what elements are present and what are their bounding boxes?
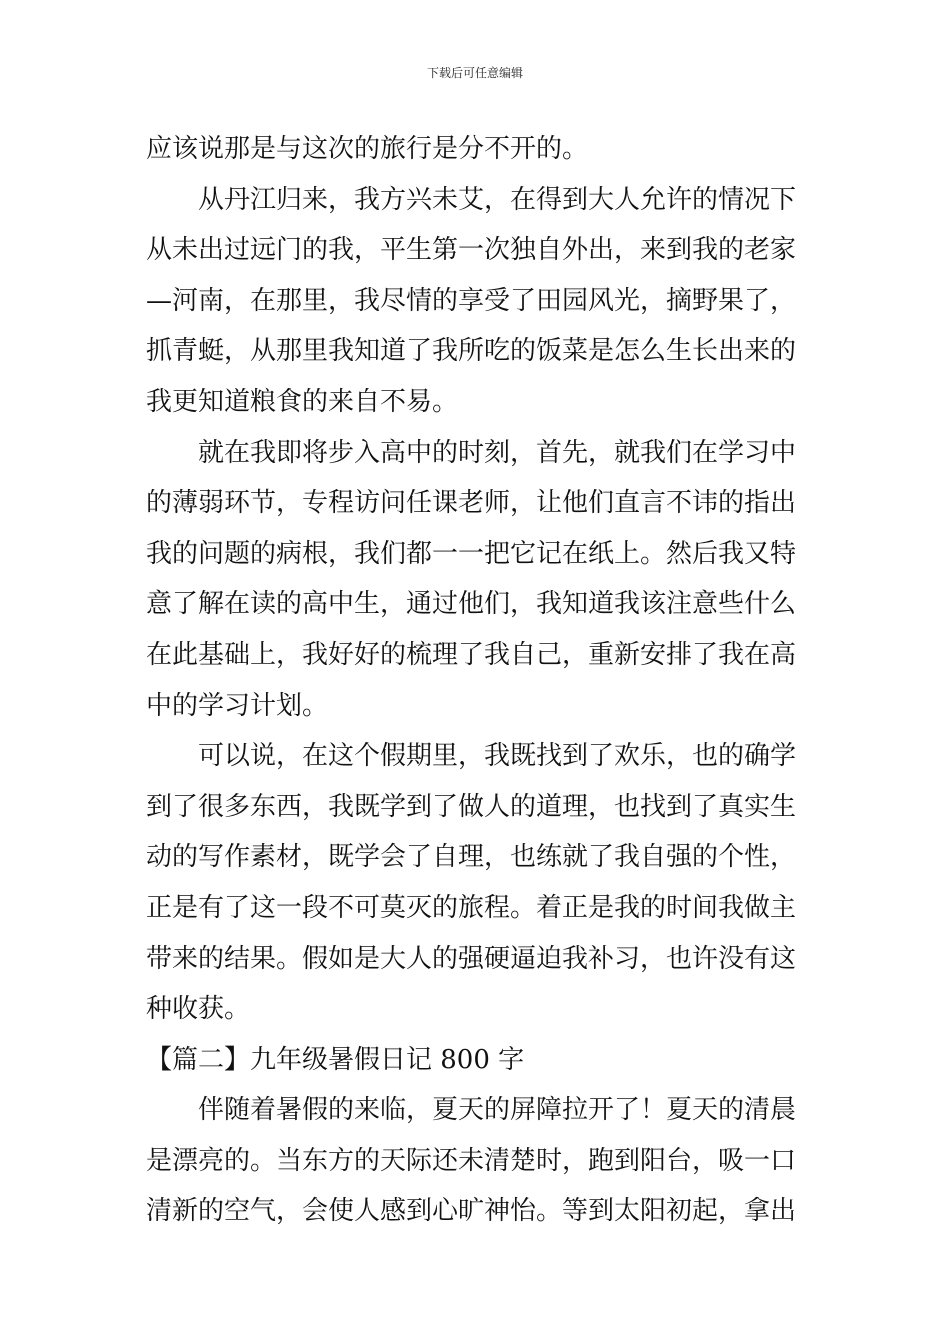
text-line: 抓青蜓，从那里我知道了我所吃的饭菜是怎么生长出来的 <box>146 336 797 367</box>
text-line: 中的学习计划。 <box>146 690 329 721</box>
text-line: 到了很多东西，我既学到了做人的道理，也找到了真实生 <box>146 791 797 822</box>
text-line: 带来的结果。假如是大人的强硬逼迫我补习，也许没有这 <box>146 943 797 974</box>
text-line: 正是有了这一段不可莫灭的旅程。着正是我的时间我做主 <box>146 892 797 923</box>
text-line: 动的写作素材，既学会了自理，也练就了我自强的个性， <box>146 842 797 873</box>
page-header: 下载后可任意编辑 <box>426 66 523 80</box>
document-body <box>146 124 818 1237</box>
text-line: 意了解在读的高中生，通过他们，我知道我该注意些什么 <box>146 589 797 620</box>
text-line: 种收获。 <box>146 994 251 1025</box>
paragraph-start-line: 从丹江归来，我方兴未艾，在得到大人允许的情况下 <box>198 184 797 215</box>
section-heading: 【篇二】九年级暑假日记 800 字 <box>146 1044 525 1075</box>
text-line: 在此基础上，我好好的梳理了我自己，重新安排了我在高 <box>146 639 797 670</box>
text-line: 清新的空气，会使人感到心旷神怡。等到太阳初起，拿出 <box>146 1196 797 1227</box>
text-line: —河南，在那里，我尽情的享受了田园风光，摘野果了， <box>146 285 797 316</box>
paragraph-start-line: 就在我即将步入高中的时刻，首先，就我们在学习中 <box>198 437 797 468</box>
text-line: 应该说那是与这次的旅行是分不开的。 <box>146 134 589 164</box>
text-line: 从未出过远门的我，平生第一次独自外出，来到我的老家 <box>146 235 797 266</box>
text-line: 我更知道粮食的来自不易。 <box>146 386 459 417</box>
paragraph-start-line: 可以说，在这个假期里，我既找到了欢乐，也的确学 <box>198 741 797 772</box>
text-line: 是漂亮的。当东方的天际还未清楚时，跑到阳台，吸一口 <box>146 1145 797 1176</box>
paragraph-start-line: 伴随着暑假的来临，夏天的屏障拉开了！夏天的清晨 <box>198 1095 797 1126</box>
text-line: 的薄弱环节，专程访问任课老师，让他们直言不讳的指出 <box>146 488 797 519</box>
text-line: 我的问题的病根，我们都一一把它记在纸上。然后我又特 <box>146 538 797 569</box>
